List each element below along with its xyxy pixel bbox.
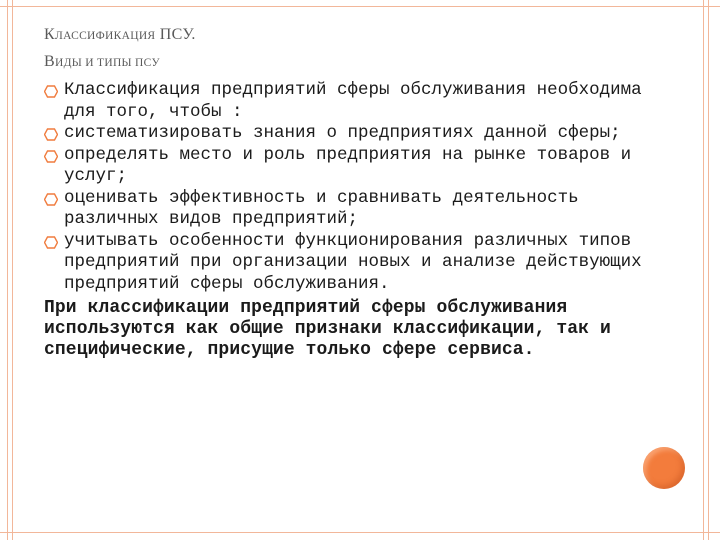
frame-top-line bbox=[0, 6, 720, 7]
hexagon-outline-icon bbox=[44, 236, 58, 249]
frame-left-line-inner bbox=[12, 0, 13, 540]
hexagon-outline-icon bbox=[44, 128, 58, 141]
list-item bbox=[44, 80, 644, 123]
frame-bottom-line bbox=[0, 532, 720, 533]
bullet-text: оценивать эффективность и сравнивать деятельность различных видов предприятий; bbox=[64, 187, 579, 229]
summary-paragraph: При классификации предприятий сферы обслуживания используются как общие признаки классификации, так и специфические, присущие только сфере сервиса. bbox=[44, 298, 611, 360]
bullet-text: определять место и роль предприятия на рынке товаров и услуг; bbox=[64, 144, 632, 186]
bullet-list bbox=[44, 80, 644, 295]
bullet-text: систематизировать знания о предприятиях данной сферы; bbox=[64, 123, 621, 143]
orange-circle-decoration bbox=[643, 447, 685, 489]
bullet-text: учитывать особенности функционирования различных типов предприятий при организации новых и анализе действующих предприятий сферы обслуживания. bbox=[64, 230, 642, 294]
slide-content bbox=[44, 80, 644, 361]
frame-right-line bbox=[703, 0, 704, 540]
frame-left-line bbox=[7, 0, 8, 540]
hexagon-outline-icon bbox=[44, 193, 58, 206]
slide-title bbox=[44, 22, 196, 76]
title-line-2: ВИДЫ И ТИПЫ ПСУ bbox=[44, 53, 160, 70]
hexagon-outline-icon bbox=[44, 85, 58, 98]
list-item bbox=[44, 145, 644, 188]
list-item bbox=[44, 123, 644, 145]
bullet-text: Классификация предприятий сферы обслуживания необходима для того, чтобы : bbox=[64, 80, 642, 122]
frame-right-line-inner bbox=[708, 0, 709, 540]
title-line-1: КЛАССИФИКАЦИЯ ПСУ. bbox=[44, 26, 196, 43]
list-item bbox=[44, 188, 644, 231]
hexagon-outline-icon bbox=[44, 150, 58, 163]
list-item bbox=[44, 231, 644, 296]
